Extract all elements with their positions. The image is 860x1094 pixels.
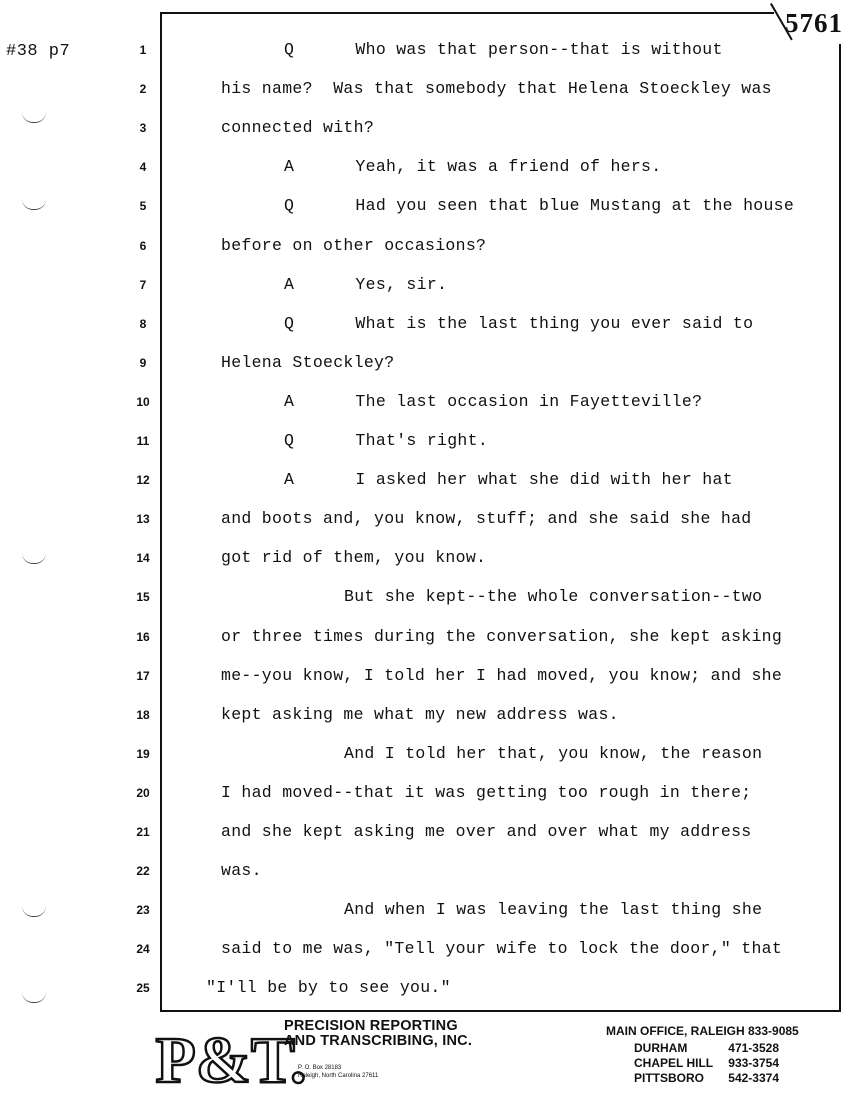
company-logo bbox=[155, 1022, 307, 1094]
transcript-line: But she kept--the whole conversation--two bbox=[344, 587, 763, 607]
punch-mark bbox=[22, 112, 46, 123]
transcript-line: and she kept asking me over and over what my address bbox=[221, 822, 752, 841]
line-number: 25 bbox=[136, 981, 150, 996]
document-reference: #38 p7 bbox=[6, 42, 71, 61]
page-number-stamp: 5761 bbox=[785, 8, 843, 38]
office-city: CHAPEL HILL bbox=[634, 1056, 714, 1070]
line-number: 20 bbox=[136, 785, 150, 800]
page-frame-left bbox=[160, 12, 162, 1012]
office-pittsboro bbox=[634, 1071, 779, 1085]
line-number: 7 bbox=[139, 277, 147, 292]
transcript-line: and boots and, you know, stuff; and she said she had bbox=[221, 509, 752, 529]
line-number: 11 bbox=[136, 434, 150, 448]
line-number: 12 bbox=[136, 473, 150, 488]
line-number: 3 bbox=[139, 121, 147, 136]
transcript-line: A Yeah, it was a friend of hers. bbox=[284, 157, 662, 177]
transcript-line: Q Who was that person--that is without bbox=[284, 40, 723, 59]
punch-mark bbox=[22, 906, 46, 917]
transcript-line: said to me was, "Tell your wife to lock the door," that bbox=[221, 939, 783, 959]
punch-mark bbox=[22, 992, 46, 1003]
transcript-line: kept asking me what my new address was. bbox=[221, 704, 619, 724]
line-number: 9 bbox=[139, 355, 147, 370]
office-city: DURHAM bbox=[634, 1041, 688, 1055]
office-durham bbox=[634, 1041, 779, 1055]
transcript-line: I had moved--that it was getting too rough in there; bbox=[221, 782, 752, 802]
page-frame-top bbox=[160, 12, 774, 14]
line-number: 13 bbox=[136, 512, 150, 527]
line-number: 23 bbox=[136, 903, 150, 918]
line-number: 1 bbox=[139, 43, 147, 57]
line-number: 18 bbox=[136, 707, 150, 722]
transcript-line: Helena Stoeckley? bbox=[221, 352, 395, 372]
office-chapel-hill bbox=[634, 1056, 779, 1070]
transcript-line: A I asked her what she did with her hat bbox=[284, 470, 733, 490]
company-name-line2: AND TRANSCRIBING, INC. bbox=[284, 1033, 473, 1049]
punch-mark bbox=[22, 199, 46, 210]
transcript-line: Q Had you seen that blue Mustang at the house bbox=[284, 196, 795, 216]
line-number: 19 bbox=[136, 746, 150, 761]
transcript-line: A The last occasion in Fayetteville? bbox=[284, 391, 703, 411]
transcript-line: Q That's right. bbox=[284, 431, 489, 450]
line-number: 10 bbox=[136, 394, 150, 409]
office-phone: 542-3374 bbox=[728, 1071, 779, 1085]
line-number: 22 bbox=[136, 864, 150, 879]
transcript-line: his name? Was that somebody that Helena Stoeckley was bbox=[221, 79, 772, 99]
transcript-line: Q What is the last thing you ever said to bbox=[284, 313, 754, 333]
punch-mark bbox=[22, 553, 46, 564]
office-phone: 933-3754 bbox=[728, 1056, 779, 1070]
transcript-line: me--you know, I told her I had moved, you know; and she bbox=[221, 665, 783, 685]
page-frame-right bbox=[839, 44, 841, 1012]
transcript-line: got rid of them, you know. bbox=[221, 548, 487, 568]
address-line2: Raleigh, North Carolina 27611 bbox=[298, 1073, 379, 1079]
line-number: 15 bbox=[136, 590, 150, 605]
company-address bbox=[298, 1064, 378, 1080]
main-office: MAIN OFFICE, RALEIGH 833-9085 bbox=[606, 1024, 799, 1038]
line-number: 6 bbox=[139, 238, 147, 253]
line-number: 24 bbox=[136, 942, 150, 957]
transcript-line: was. bbox=[221, 861, 262, 881]
transcript-line: before on other occasions? bbox=[221, 235, 487, 255]
line-number: 4 bbox=[139, 160, 147, 175]
transcript-line: or three times during the conversation, she kept asking bbox=[221, 626, 783, 646]
line-number: 5 bbox=[139, 199, 147, 214]
transcript-line: And when I was leaving the last thing she bbox=[344, 900, 763, 920]
logo-text: P&T. bbox=[155, 1024, 307, 1094]
company-name-line1: PRECISION REPORTING bbox=[284, 1018, 458, 1034]
line-number: 2 bbox=[139, 82, 147, 97]
line-number: 17 bbox=[136, 668, 150, 683]
line-number: 8 bbox=[139, 316, 147, 331]
transcript-line: And I told her that, you know, the reason bbox=[344, 743, 763, 763]
line-number: 16 bbox=[136, 629, 150, 644]
office-phone: 471-3528 bbox=[728, 1041, 779, 1055]
office-city: PITTSBORO bbox=[634, 1071, 705, 1085]
transcript-line: "I'll be by to see you." bbox=[206, 978, 451, 998]
address-line1: P. O. Box 28183 bbox=[298, 1065, 342, 1071]
company-name bbox=[284, 1019, 472, 1049]
transcript-line: connected with? bbox=[221, 118, 375, 138]
line-number: 14 bbox=[136, 551, 150, 566]
transcript-line: A Yes, sir. bbox=[284, 274, 448, 294]
page-frame-bottom bbox=[160, 1010, 841, 1012]
line-number: 21 bbox=[136, 825, 150, 839]
